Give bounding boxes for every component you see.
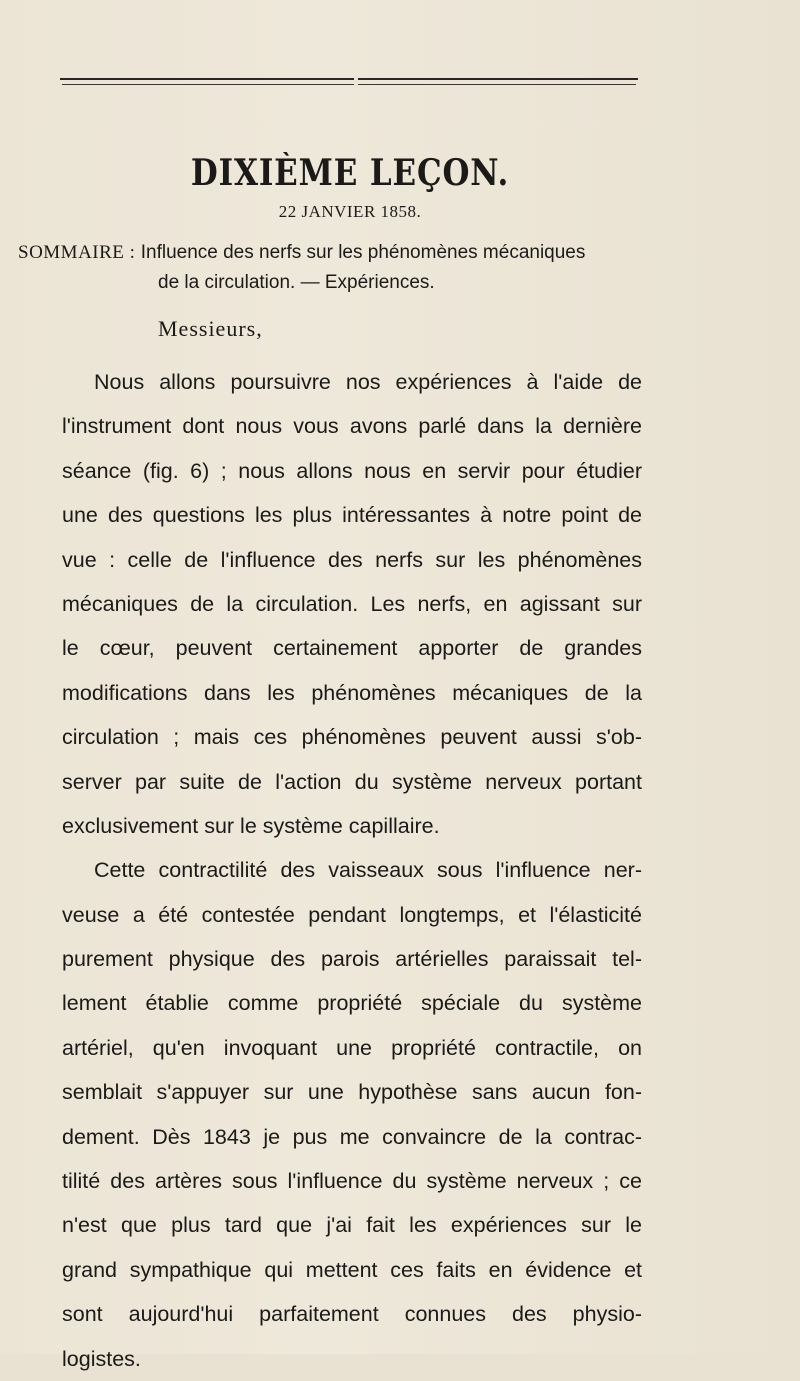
text-line: exclusivement sur le système capillaire. [62,813,440,838]
text-line: séance (fig. 6) ; nous allons nous en servir pour étudier [62,458,642,483]
text-line: mécaniques de la circulation. Les nerfs, en agissant sur [62,591,642,616]
summary-label: SOMMAIRE : [18,242,136,263]
rule-break [354,76,358,88]
salutation: Messieurs, [158,316,263,341]
text-line: l'instrument dont nous vous avons parlé dans la dernière [62,414,642,439]
body-text [62,360,642,1381]
text-line: dement. Dès 1843 je pus me convaincre de la contrac- [62,1124,642,1149]
text-line: purement physique des parois artérielles paraissait tel- [62,947,642,972]
top-rule-thin [62,84,636,85]
lesson-title: DIXIÈME LEÇON. [190,152,510,194]
text-line: modifications dans les phénomènes mécaniques de la [62,680,642,705]
text-line: logistes. [62,1346,141,1371]
summary-line-1: Influence des nerfs sur les phénomènes mécaniques [140,242,586,263]
summary [18,238,648,298]
text-line: lement établie comme propriété spéciale du système [62,991,642,1016]
lesson-date: 22 JANVIER 1858. [278,202,422,221]
text-line: vue : celle de l'influence des nerfs sur les phénomènes [62,547,642,572]
text-line: n'est que plus tard que j'ai fait les expériences sur le [62,1213,642,1238]
text-line: semblait s'appuyer sur une hypothèse sans aucun fon- [62,1080,642,1105]
text-line: sont aujourd'hui parfaitement connues des physio- [62,1302,642,1327]
summary-line-2: de la circulation. — Expériences. [158,272,435,293]
text-line: server par suite de l'action du système nerveux portant [62,769,642,794]
text-line: le cœur, peuvent certainement apporter de grandes [62,636,642,661]
text-line: circulation ; mais ces phénomènes peuvent aussi s'ob- [62,725,642,750]
top-rule-thick [60,78,638,80]
text-line: une des questions les plus intéressantes à notre point de [62,503,642,528]
text-line: tilité des artères sous l'influence du système nerveux ; ce [62,1169,642,1194]
text-line: Cette contractilité des vaisseaux sous l'influence ner- [94,858,642,883]
text-line: veuse a été contestée pendant longtemps, et l'élasticité [62,902,642,927]
text-line: artériel, qu'en invoquant une propriété contractile, on [62,1035,642,1060]
text-line: Nous allons poursuivre nos expériences à l'aide de [94,370,642,394]
text-line: grand sympathique qui mettent ces faits en évidence et [62,1257,642,1282]
